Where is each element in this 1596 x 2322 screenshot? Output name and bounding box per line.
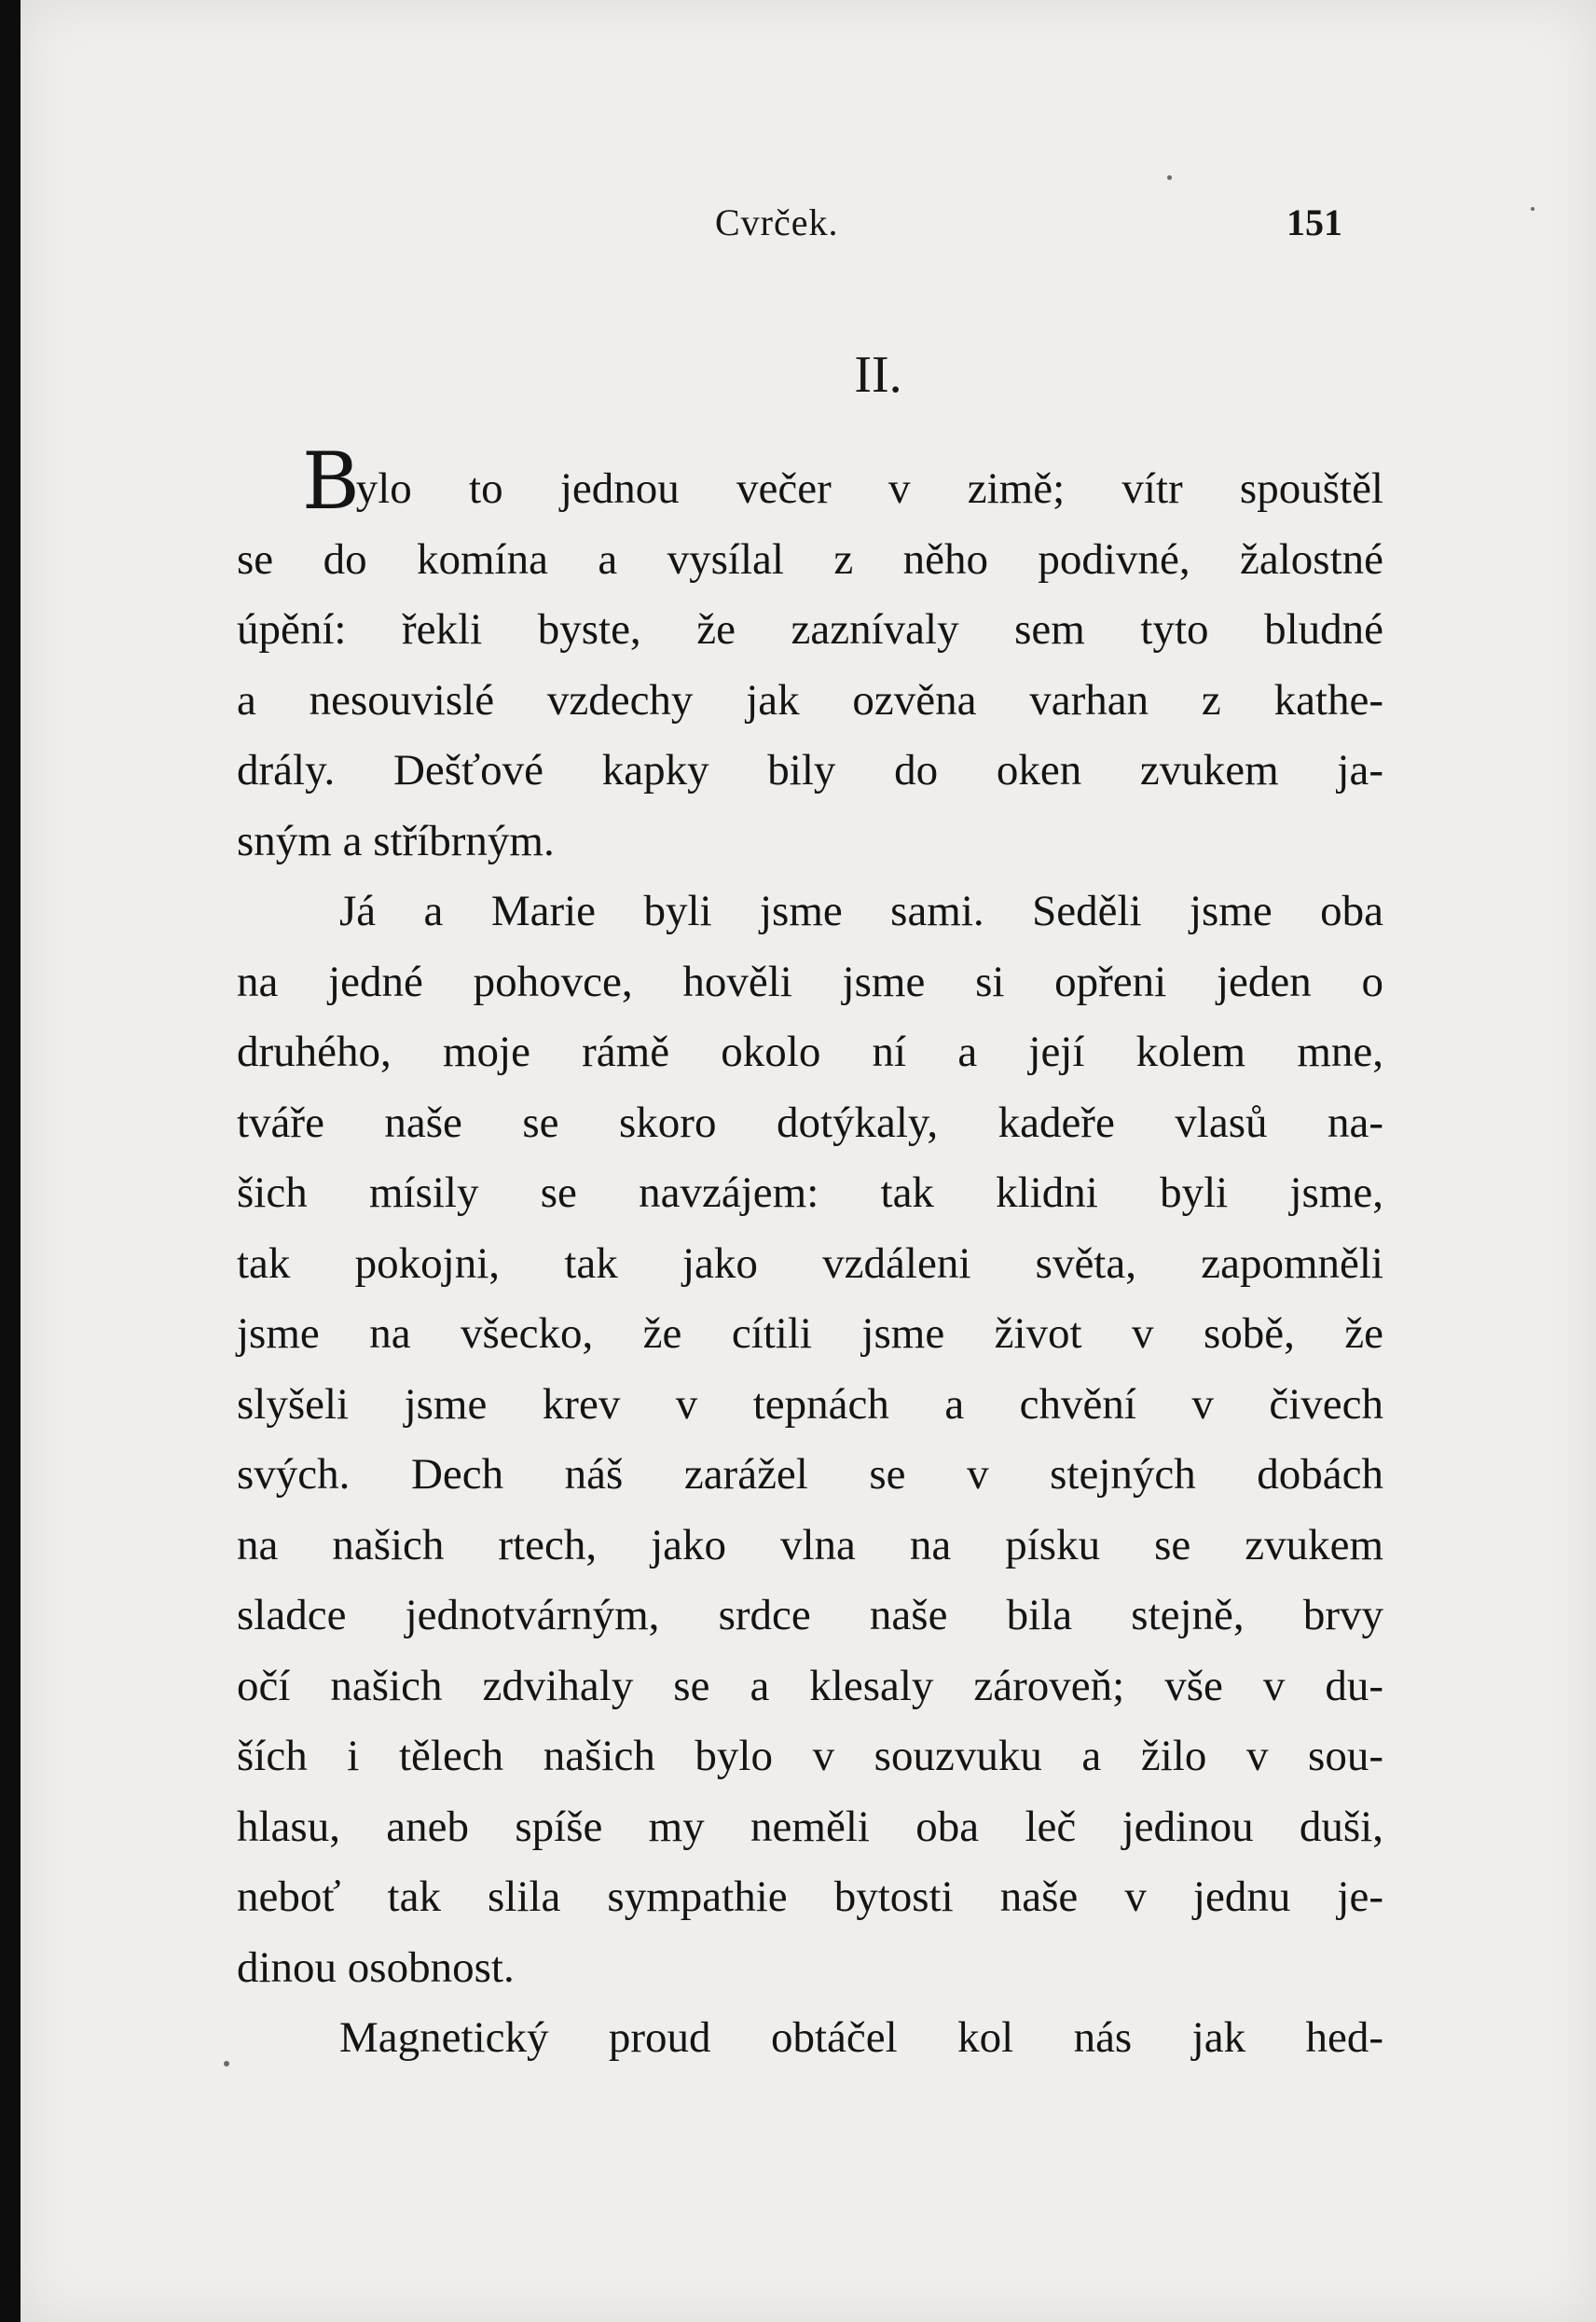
text-line: na jedné pohovce, hověli jsme si opřeni jeden o bbox=[237, 957, 1383, 1006]
text-line: a nesouvislé vzdechy jak ozvěna varhan z kathe- bbox=[237, 675, 1383, 725]
paper-speck bbox=[1531, 207, 1534, 211]
section-heading: II. bbox=[854, 346, 902, 404]
text-line: ších i tělech našich bylo v souzvuku a žilo v sou- bbox=[237, 1732, 1383, 1780]
text-line: svých. Dech náš zarážel se v stejných dobách bbox=[237, 1450, 1383, 1499]
text-line: Magnetický proud obtáčel kol nás jak hed- bbox=[339, 2013, 1383, 2062]
text-line: Já a Marie byli jsme sami. Seděli jsme oba bbox=[339, 887, 1383, 935]
text-line: jsme na všecko, že cítili jsme život v sobě, že bbox=[237, 1309, 1383, 1358]
book-page bbox=[21, 0, 1596, 2322]
text-line: sným a stříbrným. bbox=[237, 816, 555, 865]
text-line: úpění: řekli byste, že zaznívaly sem tyto bludné bbox=[237, 605, 1383, 654]
text-line: Bylo to jednou večer v zimě; vítr spouštěl bbox=[302, 435, 1383, 527]
body-text bbox=[237, 435, 1383, 2074]
text-line: očí našich zdvihaly se a klesaly zároveň; vše v du- bbox=[237, 1661, 1383, 1710]
text-line: slyšeli jsme krev v tepnách a chvění v čivech bbox=[237, 1379, 1383, 1429]
text-line: sladce jednotvárným, srdce naše bila stejně, brvy bbox=[237, 1591, 1383, 1639]
text-line: tak pokojni, tak jako vzdáleni světa, zapomněli bbox=[237, 1238, 1383, 1288]
text-line: dinou osobnost. bbox=[237, 1942, 515, 1992]
text-line: druhého, moje rámě okolo ní a její kolem mne, bbox=[237, 1028, 1383, 1076]
text-line: neboť tak slila sympathie bytosti naše v jednu je- bbox=[237, 1873, 1383, 1921]
running-title: Cvrček. bbox=[715, 201, 839, 243]
page-number: 151 bbox=[1286, 201, 1342, 243]
text-line: tváře naše se skoro dotýkaly, kadeře vlasů na- bbox=[237, 1098, 1383, 1147]
text-line: hlasu, aneb spíše my neměli oba leč jedinou duši, bbox=[237, 1802, 1383, 1851]
paper-speck bbox=[224, 2061, 229, 2066]
text-line: na našich rtech, jako vlna na písku se zvukem bbox=[237, 1520, 1383, 1569]
running-header bbox=[21, 200, 1596, 256]
text-line: šich mísily se navzájem: tak klidni byli jsme, bbox=[237, 1168, 1383, 1217]
text-line: drály. Dešťové kapky bily do oken zvukem ja- bbox=[237, 746, 1383, 795]
text-line: se do komína a vysílal z něho podivné, žalostné bbox=[237, 534, 1383, 584]
drop-cap: B bbox=[302, 435, 360, 527]
paper-speck bbox=[1167, 175, 1172, 180]
page-left-edge bbox=[0, 0, 21, 2322]
